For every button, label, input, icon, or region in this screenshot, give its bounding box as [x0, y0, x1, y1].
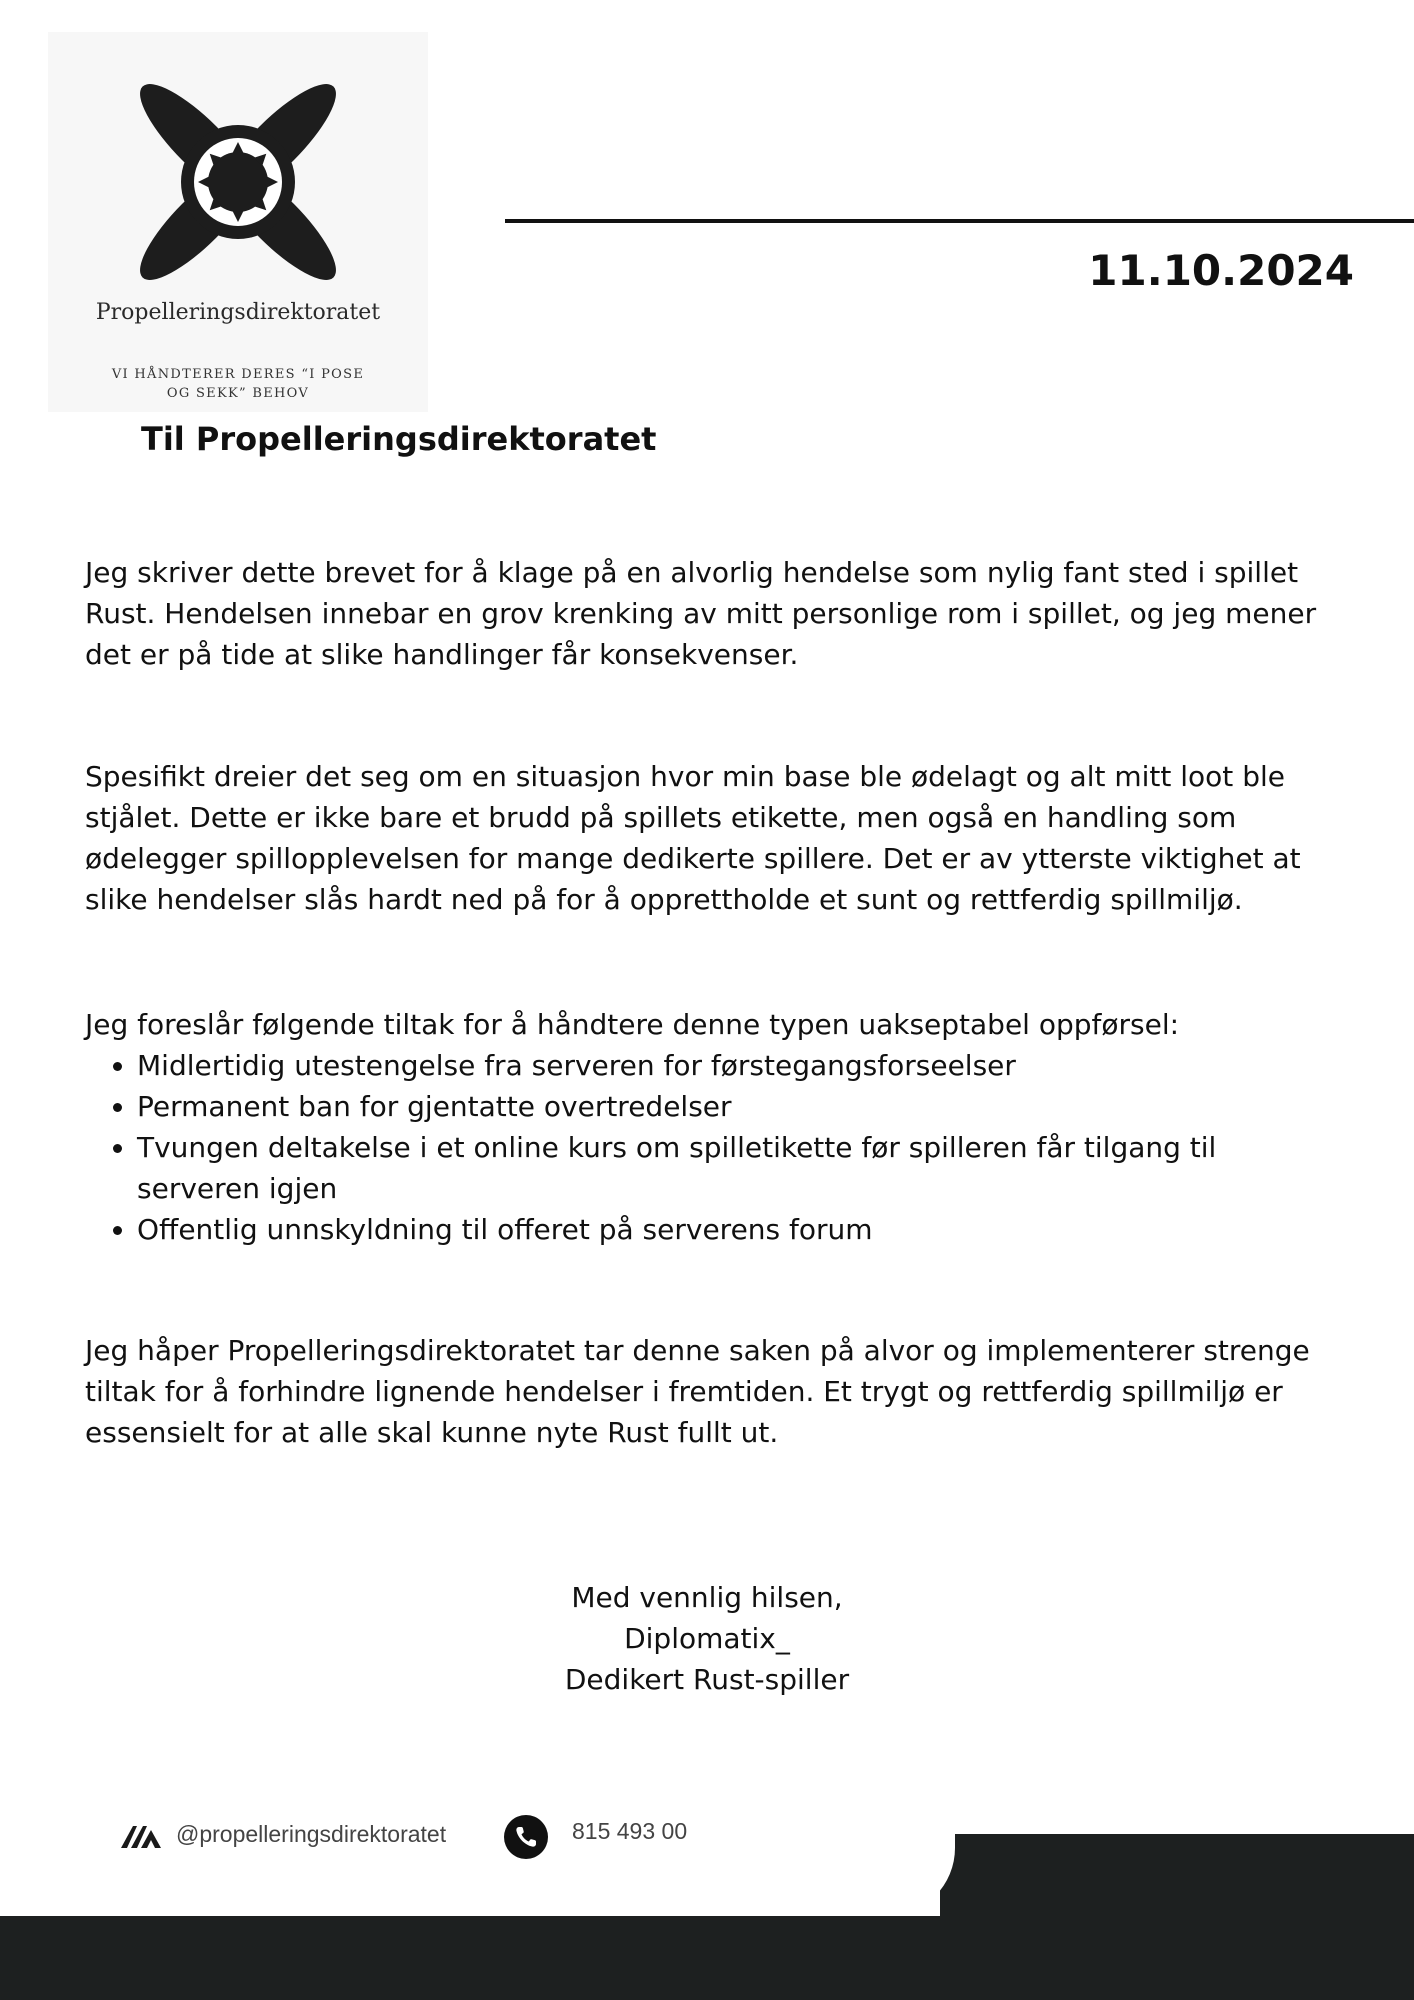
paragraph-text: Spesifikt dreier det seg om en situasjon hvor min base ble ødelagt og alt mitt loot ble stjålet. Dette er ikke bare et brudd på spillets etikette, men også en handling som ødelegger spillopplevelsen for mange dedikerte spillere. Det er av ytterste viktighet at slike hendelser slås hardt ned på for å opprettholde et sunt og rettferdig spillmiljø.: [85, 760, 1301, 916]
footer-band: [0, 1916, 1414, 2000]
list-item: • Offentlig unnskyldning til offeret på serverens forum: [137, 1209, 1345, 1250]
closing-greeting: Med vennlig hilsen,: [571, 1581, 843, 1614]
paragraph-text: Jeg håper Propelleringsdirektoratet tar denne saken på alvor og implementerer strenge tiltak for å forhindre lignende hendelser i fremtiden. Et trygt og rettferdig spillmiljø er essensielt for at alle skal kunne nyte Rust fullt ut.: [85, 1334, 1310, 1449]
logo-name: Propelleringsdirektoratet: [95, 300, 381, 325]
list-item: • Permanent ban for gjentatte overtredelser: [137, 1086, 1345, 1127]
social-brand-icon: [119, 1820, 163, 1850]
list-item: • Tvungen deltakelse i et online kurs om spilletikette før spilleren får tilgang til serveren igjen: [137, 1127, 1345, 1209]
body-paragraph-1: [85, 552, 1345, 675]
phone-icon: [504, 1815, 548, 1859]
signer-name: Diplomatix_: [624, 1622, 790, 1655]
list-item: • Midlertidig utestengelse fra serveren for førstegangsforseelser: [137, 1045, 1345, 1086]
body-paragraph-3: [85, 1004, 1345, 1250]
social-handle[interactable]: @propelleringsdirektoratet: [176, 1821, 447, 1847]
recipient-heading: Til Propelleringsdirektoratet: [141, 420, 657, 458]
footer-band-tab: [940, 1834, 1414, 1924]
logo: [48, 32, 428, 412]
phone-number[interactable]: 815 493 00: [572, 1818, 688, 1844]
signer-title: Dedikert Rust-spiller: [564, 1663, 850, 1696]
paragraph-text: Jeg skriver dette brevet for å klage på en alvorlig hendelse som nylig fant sted i spillet Rust. Hendelsen innebar en grov krenking av mitt personlige rom i spillet, og jeg mener det er på tide at slike handlinger får konsekvenser.: [85, 556, 1317, 671]
propeller-logo-icon: [48, 32, 428, 292]
body-paragraph-4: [85, 1330, 1345, 1453]
measures-list: [85, 1045, 1345, 1250]
signature-block: [0, 1577, 1414, 1700]
body-paragraph-2: [85, 756, 1345, 920]
header-divider: [505, 219, 1414, 223]
logo-tagline: VI HÅNDTERER DERES “I POSE OG SEKK” BEHOV: [111, 367, 365, 401]
letter-date: 11.10.2024: [1088, 246, 1354, 295]
measures-intro: Jeg foreslår følgende tiltak for å håndtere denne typen uakseptabel oppførsel:: [85, 1008, 1180, 1041]
